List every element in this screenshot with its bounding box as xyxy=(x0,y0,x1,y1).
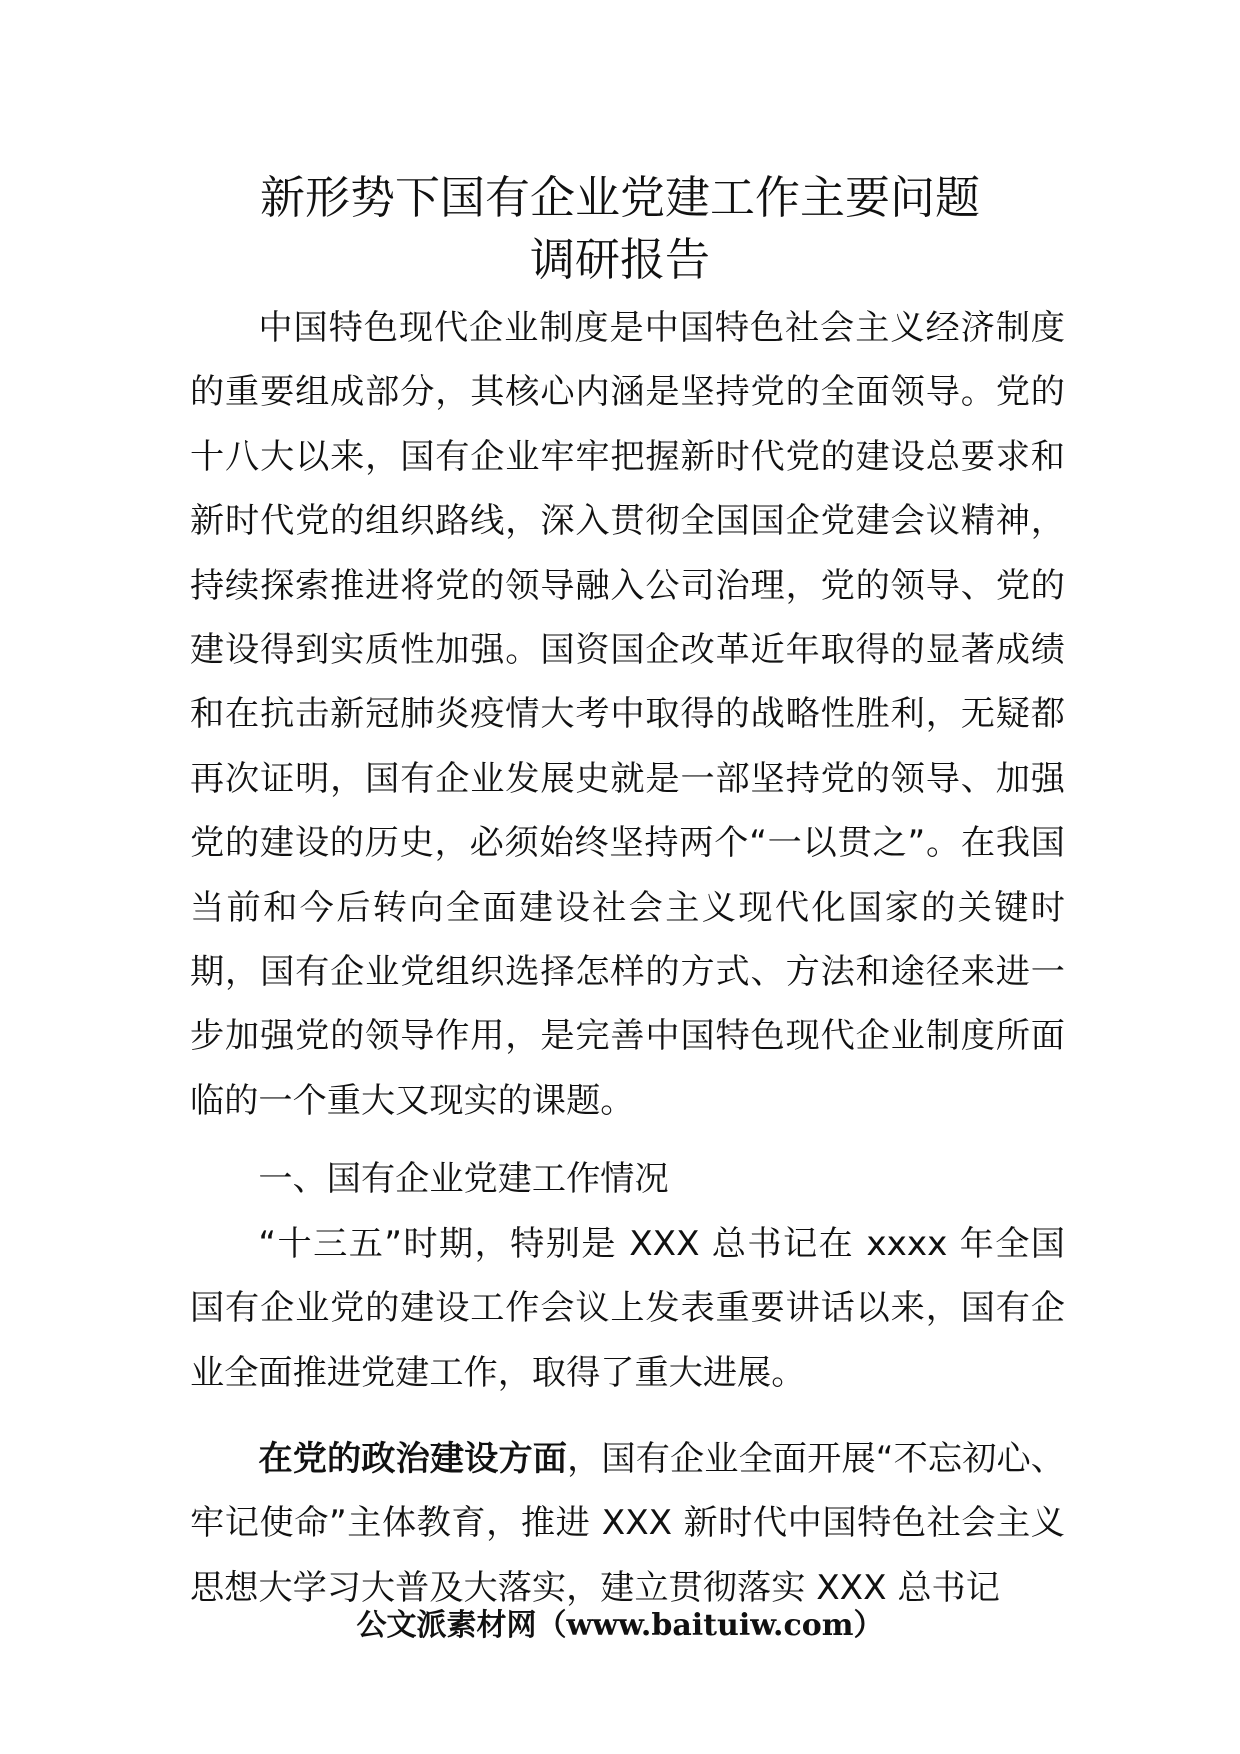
political-building-lead: 在党的政治建设方面 xyxy=(258,1438,568,1479)
document-body xyxy=(190,296,1065,1620)
political-building-text: ，国有企业全面开展“不忘初心、牢记使命”主体教育，推进 XXX 新时代中国特色社会主义思想大学习大普及大落实，建立贯彻落实 XXX 总书记 xyxy=(190,1438,1065,1608)
intro-paragraph: 中国特色现代企业制度是中国特色社会主义经济制度的重要组成部分，其核心内涵是坚持党的全面领导。党的十八大以来，国有企业牢牢把握新时代党的建设总要求和新时代党的组织路线，深入贯彻全国国企党建会议精神，持续探索推进将党的领导融入公司治理，党的领导、党的建设得到实质性加强。国资国企改革近年取得的显著成绩和在抗击新冠肺炎疫情大考中取得的战略性胜利，无疑都再次证明，国有企业发展史就是一部坚持党的领导、加强党的建设的历史，必须始终坚持两个“一以贯之”。在我国当前和今后转向全面建设社会主义现代化国家的关键时期，国有企业党组织选择怎样的方式、方法和途径来进一步加强党的领导作用，是完善中国特色现代企业制度所面临的一个重大又现实的课题。 xyxy=(190,308,1065,1121)
document-title-line-1: 新形势下国有企业党建工作主要问题 xyxy=(259,171,980,224)
political-building-paragraph xyxy=(190,1427,1065,1620)
section-heading-1: 一、国有企业党建工作情况 xyxy=(258,1159,669,1200)
section-1-paragraph: “十三五”时期，特别是 XXX 总书记在 xxxx 年全国国有企业党的建设工作会议上发表重要讲话以来，国有企业全面推进党建工作，取得了重大进展。 xyxy=(190,1223,1065,1393)
footer-source: 公文派素材网（www.baituiw.com） xyxy=(356,1608,884,1643)
document-title-line-2: 调研报告 xyxy=(529,233,710,286)
